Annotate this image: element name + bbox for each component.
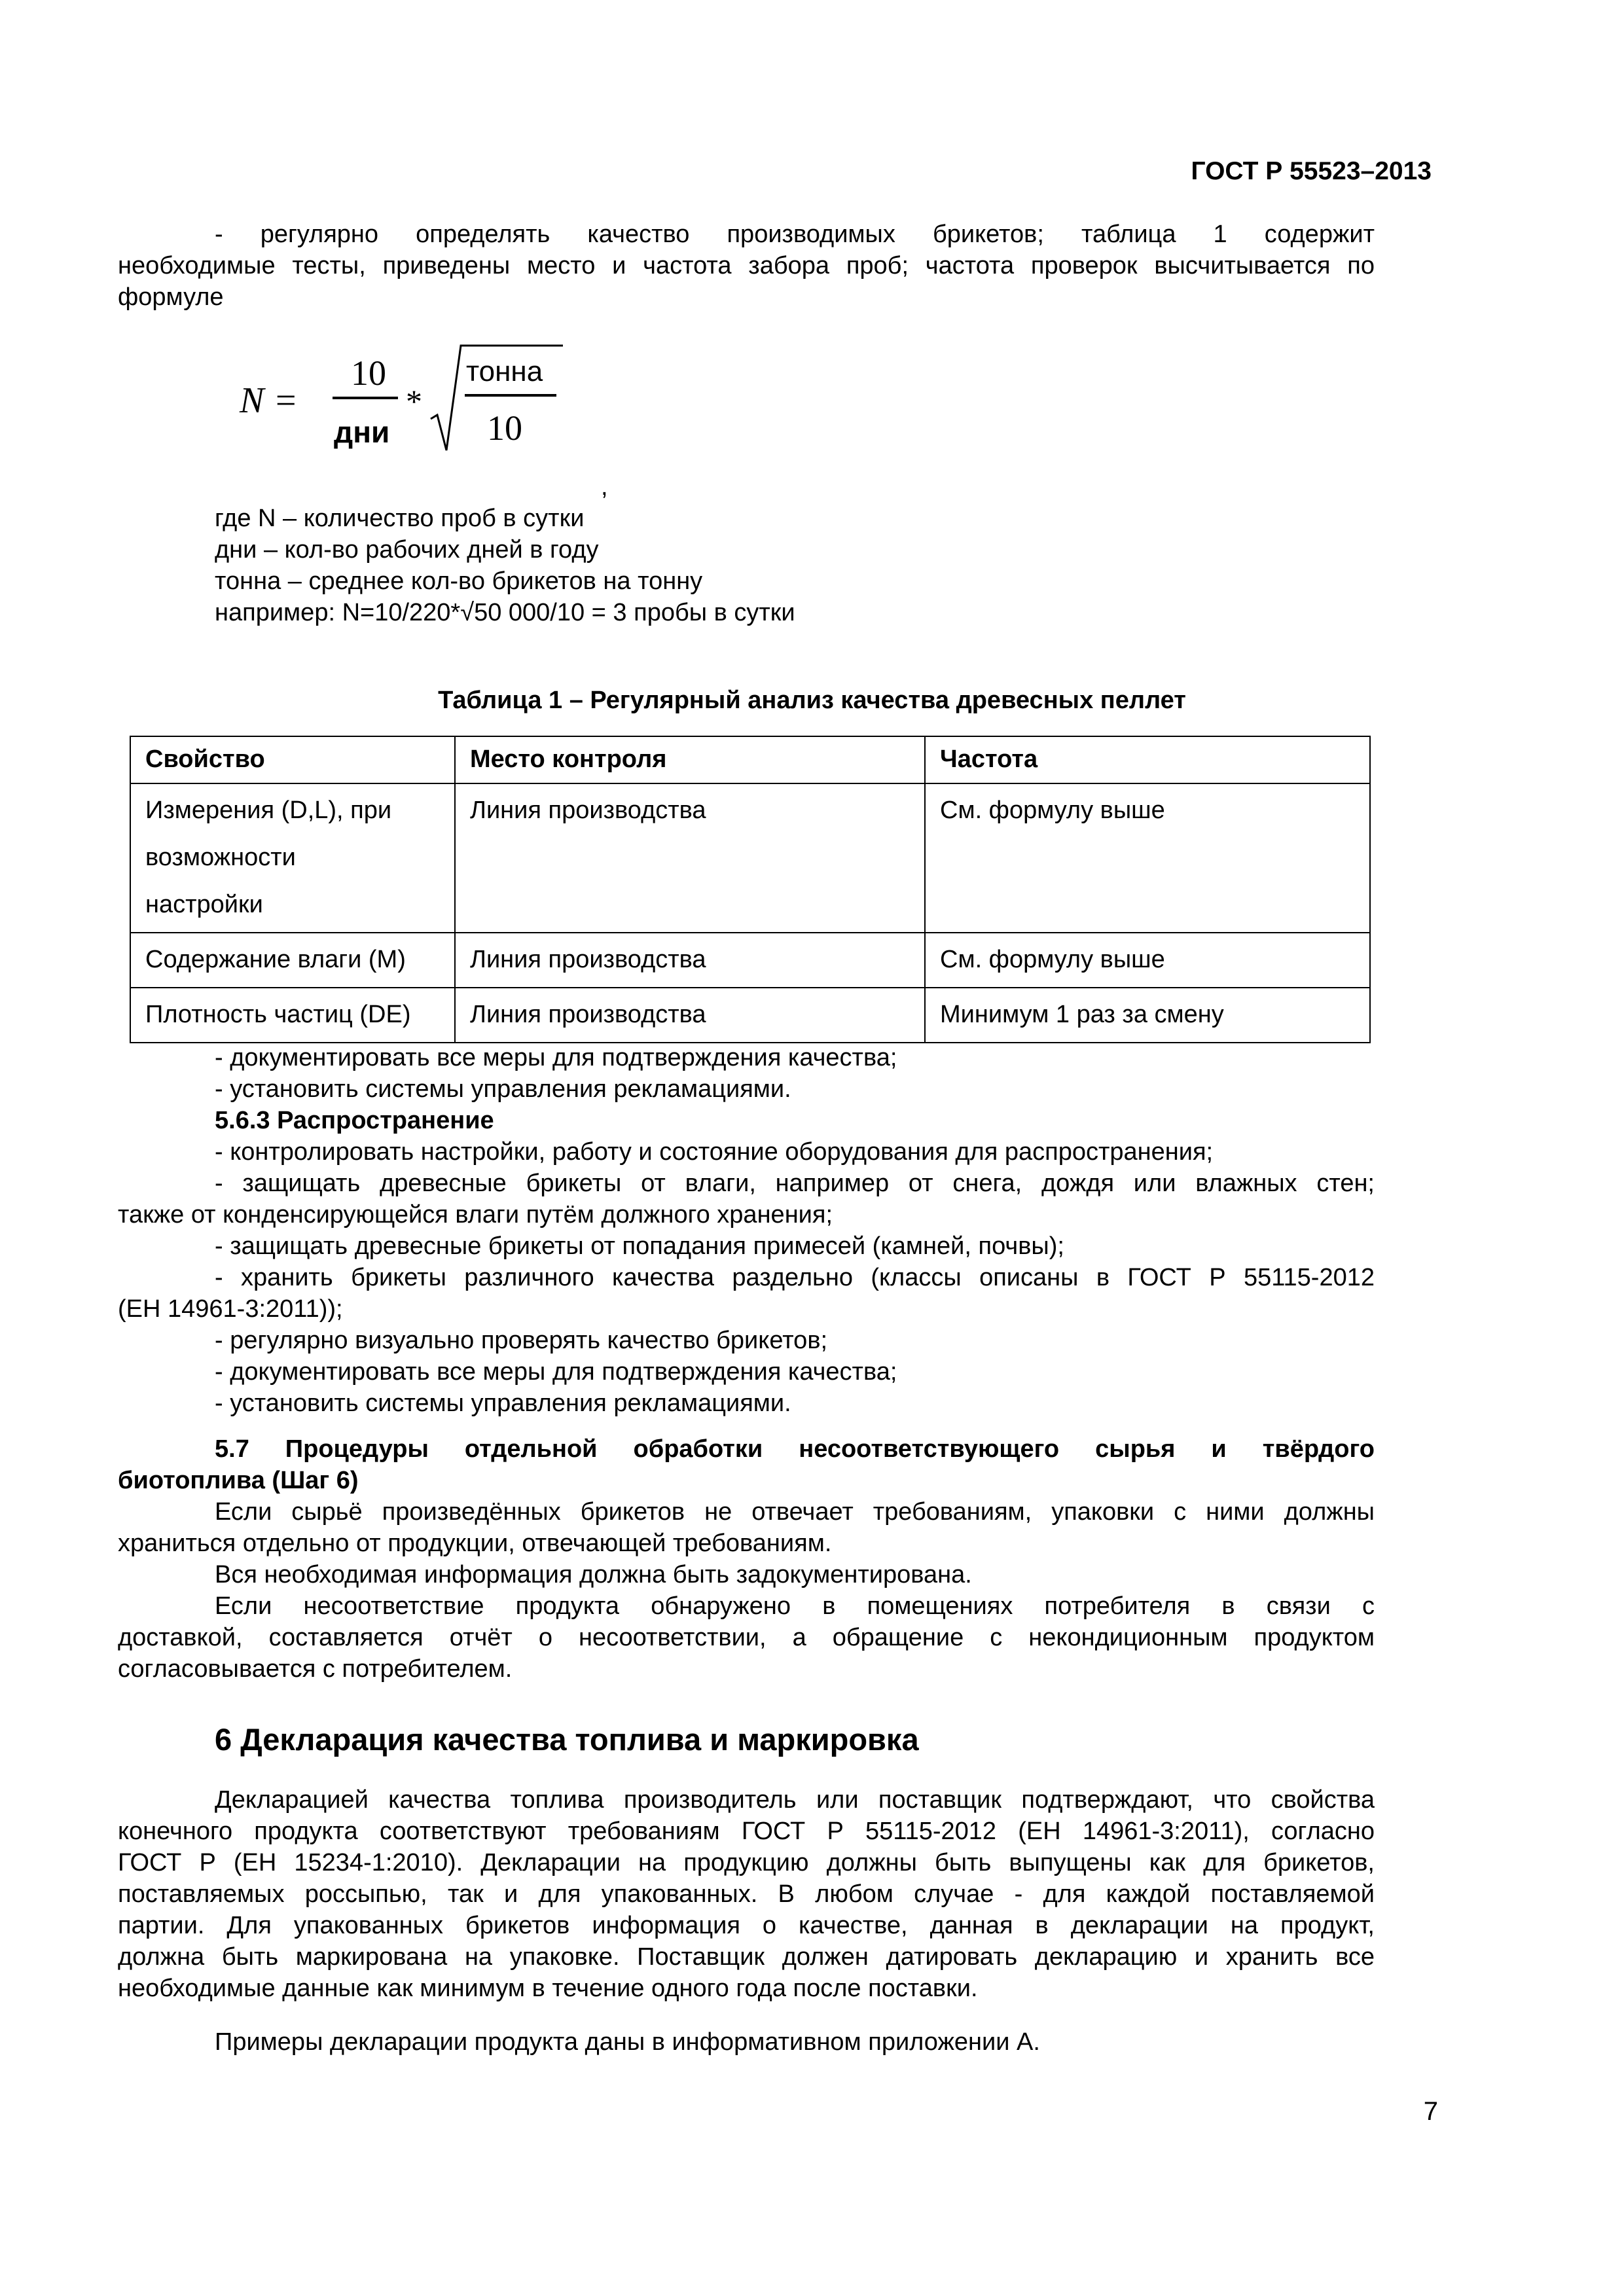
formula-root-denominator: 10 (487, 408, 522, 448)
list-item: - регулярно визуально проверять качество брикетов; (215, 1327, 828, 1354)
definitions (118, 503, 1375, 628)
table-row (130, 988, 1370, 1043)
cell-frequency: Минимум 1 раз за смену (925, 988, 1370, 1043)
cell-line: настройки (145, 891, 263, 918)
intro-line: - регулярно определять качество производимых брикетов; таблица 1 содержит (215, 221, 1375, 248)
list-item: - защищать древесные брикеты от попадания примесей (камней, почвы); (215, 1232, 1064, 1260)
paragraph-line: должна быть маркирована на упаковке. Поставщик должен датировать декларацию и хранить все (118, 1943, 1375, 1971)
cell-frequency: См. формулу выше (925, 933, 1370, 988)
paragraph-line: партии. Для упакованных брикетов информация о качестве, данная в декларации на продукт, (118, 1912, 1375, 1939)
paragraph-line: Декларацией качества топлива производитель или поставщик подтверждают, что свойства (215, 1786, 1375, 1814)
paragraph-line: Примеры декларации продукта даны в информативном приложении А. (215, 2028, 1040, 2056)
list-item: - установить системы управления рекламациями. (215, 1075, 791, 1103)
cell-place: Линия производства (455, 783, 925, 933)
table-caption: Таблица 1 – Регулярный анализ качества древесных пеллет (438, 687, 1186, 714)
cell-line: возможности (145, 844, 296, 871)
paragraph-line: Если несоответствие продукта обнаружено в помещениях потребителя в связи с (215, 1592, 1375, 1620)
cell-place: Линия производства (455, 988, 925, 1043)
list-item: - защищать древесные брикеты от влаги, например от снега, дождя или влажных стен; (215, 1170, 1375, 1197)
list-item: - контролировать настройки, работу и состояние оборудования для распространения; (215, 1138, 1214, 1166)
document-code: ГОСТ Р 55523–2013 (1191, 157, 1432, 185)
formula-root-numerator: тонна (466, 355, 543, 387)
list-item: - документировать все меры для подтверждения качества; (215, 1358, 897, 1386)
cell-property: Плотность частиц (DE) (130, 988, 455, 1043)
table-row (130, 783, 1370, 933)
header-place: Место контроля (455, 736, 925, 783)
list-item: (ЕН 14961-3:2011)); (118, 1295, 343, 1323)
definition-line: дни – кол-во рабочих дней в году (215, 536, 599, 564)
cell-line: Измерения (D,L), при (145, 797, 392, 824)
section-title: 5.6.3 Распространение (215, 1107, 494, 1134)
section-6-paragraph (118, 1784, 1375, 2004)
definition-line: тонна – среднее кол-во брикетов на тонну (215, 567, 703, 595)
formula-operator: * (406, 383, 422, 420)
section-5-7 (118, 1433, 1375, 1685)
paragraph-line: согласовывается с потребителем. (118, 1655, 513, 1683)
list-item: также от конденсирующейся влаги путём должного хранения; (118, 1201, 833, 1229)
cell-place: Линия производства (455, 933, 925, 988)
section-6-paragraph-2 (118, 2026, 1375, 2058)
intro-line: необходимые тесты, приведены место и частота забора проб; частота проверок высчитывается по (118, 252, 1375, 279)
section-title: биотоплива (Шаг 6) (118, 1467, 359, 1494)
table-header-row (130, 736, 1370, 783)
section-6-title: 6 Декларация качества топлива и маркировка (215, 1722, 919, 1757)
intro-paragraph (118, 219, 1375, 313)
cell-frequency: См. формулу выше (925, 783, 1370, 933)
formula (236, 340, 576, 458)
paragraph-line: храниться отдельно от продукции, отвечающей требованиям. (118, 1530, 832, 1557)
paragraph-line: Если сырьё произведённых брикетов не отвечает требованиям, упаковки с ними должны (215, 1498, 1375, 1526)
paragraph-line: Вся необходимая информация должна быть задокументирована. (215, 1561, 972, 1588)
formula-denominator: дни (334, 415, 390, 449)
paragraph-line: доставкой, составляется отчёт о несоответствии, а обращение с некондиционным продуктом (118, 1624, 1375, 1651)
definition-line: например: N=10/220*√50 000/10 = 3 пробы в сутки (215, 599, 795, 626)
header-frequency: Частота (925, 736, 1370, 783)
page-number: 7 (1423, 2097, 1438, 2126)
table-row (130, 933, 1370, 988)
definition-line: где N – количество проб в сутки (215, 505, 585, 532)
cell-property (130, 783, 455, 933)
paragraph-line: поставляемых россыпью, так и для упакованных. В любом случае - для каждой поставляемой (118, 1880, 1375, 1908)
intro-line: формуле (118, 283, 224, 311)
formula-svg (236, 340, 576, 458)
formula-comma: , (601, 473, 608, 501)
formula-lhs: N = (240, 380, 298, 421)
section-title: 5.7 Процедуры отдельной обработки несоответствующего сырья и твёрдого (215, 1435, 1375, 1463)
list-item: - хранить брикеты различного качества раздельно (классы описаны в ГОСТ Р 55115-2012 (215, 1264, 1375, 1291)
cell-property: Содержание влаги (M) (130, 933, 455, 988)
list-item: - установить системы управления рекламациями. (215, 1390, 791, 1417)
paragraph-line: необходимые данные как минимум в течение одного года после поставки. (118, 1975, 978, 2002)
paragraph-line: ГОСТ Р (ЕН 15234-1:2010). Декларации на продукцию должны быть выпущены как для брикетов, (118, 1849, 1375, 1876)
paragraph-line: конечного продукта соответствуют требованиям ГОСТ Р 55115-2012 (ЕН 14961-3:2011), согласно (118, 1818, 1375, 1845)
quality-table (130, 736, 1371, 1043)
header-property: Свойство (130, 736, 455, 783)
section-5-6-3 (118, 1042, 1375, 1419)
formula-numerator: 10 (351, 353, 386, 393)
list-item: - документировать все меры для подтверждения качества; (215, 1044, 897, 1071)
